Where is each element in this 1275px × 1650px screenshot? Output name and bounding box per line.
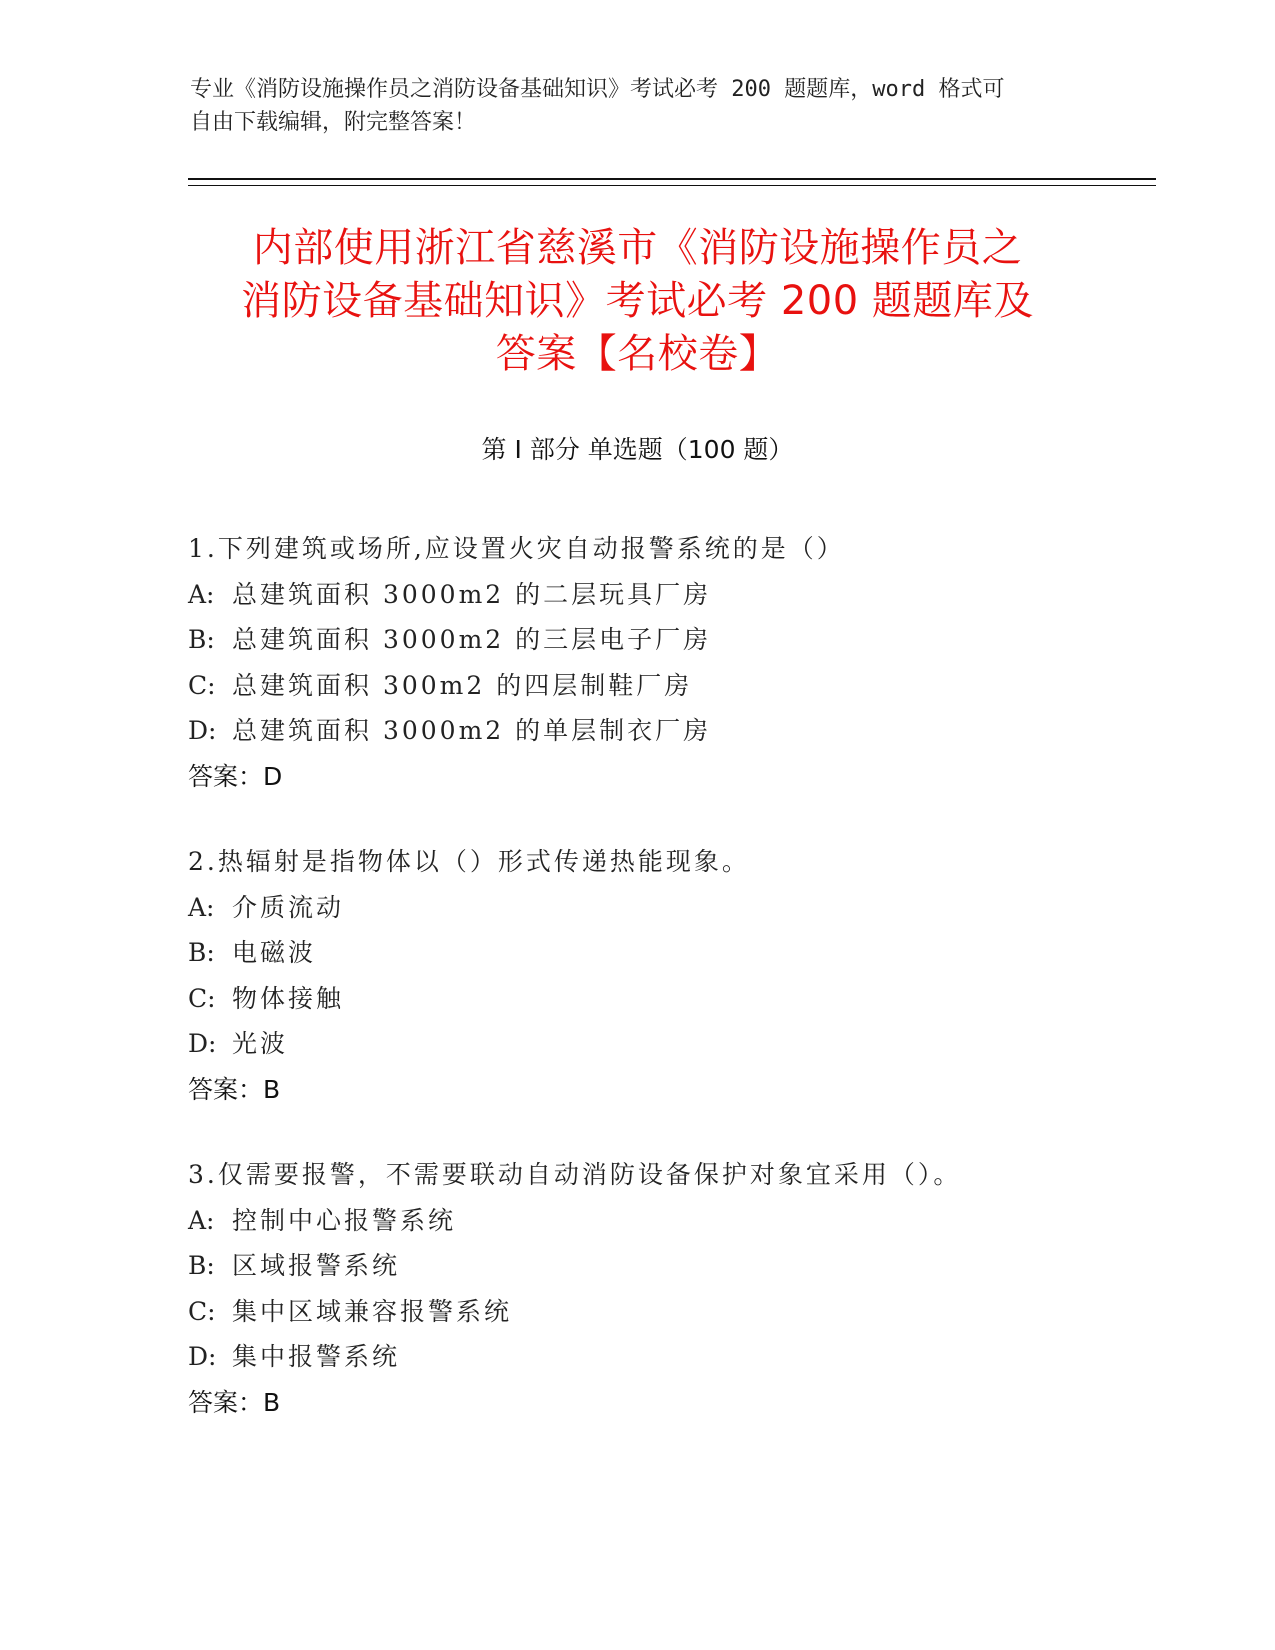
option-label: D: <box>188 716 217 745</box>
option-label: A: <box>188 892 215 922</box>
option-text: 总建筑面积 300m2 的四层制鞋厂房 <box>232 670 693 700</box>
option-a <box>188 1198 1148 1244</box>
title-line: 答案【名校卷】 <box>495 331 780 377</box>
option-text: 集中区域兼容报警系统 <box>232 1296 513 1326</box>
option-d <box>188 1334 1148 1380</box>
question-list <box>188 526 1148 1465</box>
option-label: A: <box>188 579 215 609</box>
question-item <box>188 526 1148 799</box>
option-label: C: <box>188 983 216 1013</box>
question-stem: 1.下列建筑或场所,应设置火灾自动报警系统的是（） <box>188 534 845 563</box>
question-stem: 2.热辐射是指物体以（）形式传递热能现象。 <box>188 847 750 876</box>
option-text: 总建筑面积 3000m2 的二层玩具厂房 <box>232 579 712 609</box>
option-b <box>188 617 1148 663</box>
question-stem: 3.仅需要报警，不需要联动自动消防设备保护对象宜采用（）。 <box>188 1160 962 1189</box>
option-a <box>188 572 1148 618</box>
option-text: 电磁波 <box>232 938 317 967</box>
option-c <box>188 1289 1148 1335</box>
question-item <box>188 1152 1148 1425</box>
option-label: C: <box>188 670 216 700</box>
option-b <box>188 930 1148 976</box>
option-a <box>188 885 1148 931</box>
option-text: 物体接触 <box>232 983 345 1013</box>
option-label: B: <box>188 1251 215 1280</box>
option-label: C: <box>188 1296 216 1326</box>
answer-line: 答案：B <box>188 1074 281 1104</box>
header-note-line: 自由下载编辑，附完整答案！ <box>190 110 477 135</box>
option-text: 总建筑面积 3000m2 的三层电子厂房 <box>232 625 712 654</box>
option-label: B: <box>188 625 215 654</box>
option-label: D: <box>188 1029 217 1058</box>
option-text: 介质流动 <box>232 892 345 922</box>
option-text: 控制中心报警系统 <box>232 1205 457 1235</box>
header-rule-thin <box>188 185 1156 186</box>
header-rule-thick <box>188 178 1156 180</box>
section-heading: 第 I 部分 单选题（100 题） <box>481 435 794 464</box>
option-label: B: <box>188 938 215 967</box>
title-line: 内部使用浙江省慈溪市《消防设施操作员之 <box>252 225 1023 271</box>
option-text: 集中报警系统 <box>232 1342 401 1371</box>
title-line: 消防设备基础知识》考试必考 200 题题库及 <box>241 278 1034 324</box>
option-d <box>188 708 1148 754</box>
header-note <box>190 73 1090 139</box>
option-text: 光波 <box>232 1029 289 1058</box>
option-text: 区域报警系统 <box>232 1251 401 1280</box>
option-label: D: <box>188 1342 217 1371</box>
answer-line: 答案：D <box>188 761 283 791</box>
header-note-line: 专业《消防设施操作员之消防设备基础知识》考试必考 200 题题库，word 格式可 <box>190 77 1005 102</box>
option-d <box>188 1021 1148 1067</box>
document-title <box>180 222 1095 381</box>
answer-line: 答案：B <box>188 1387 281 1417</box>
option-c <box>188 663 1148 709</box>
option-b <box>188 1243 1148 1289</box>
question-item <box>188 839 1148 1112</box>
option-c <box>188 976 1148 1022</box>
option-label: A: <box>188 1205 215 1235</box>
option-text: 总建筑面积 3000m2 的单层制衣厂房 <box>232 716 712 745</box>
